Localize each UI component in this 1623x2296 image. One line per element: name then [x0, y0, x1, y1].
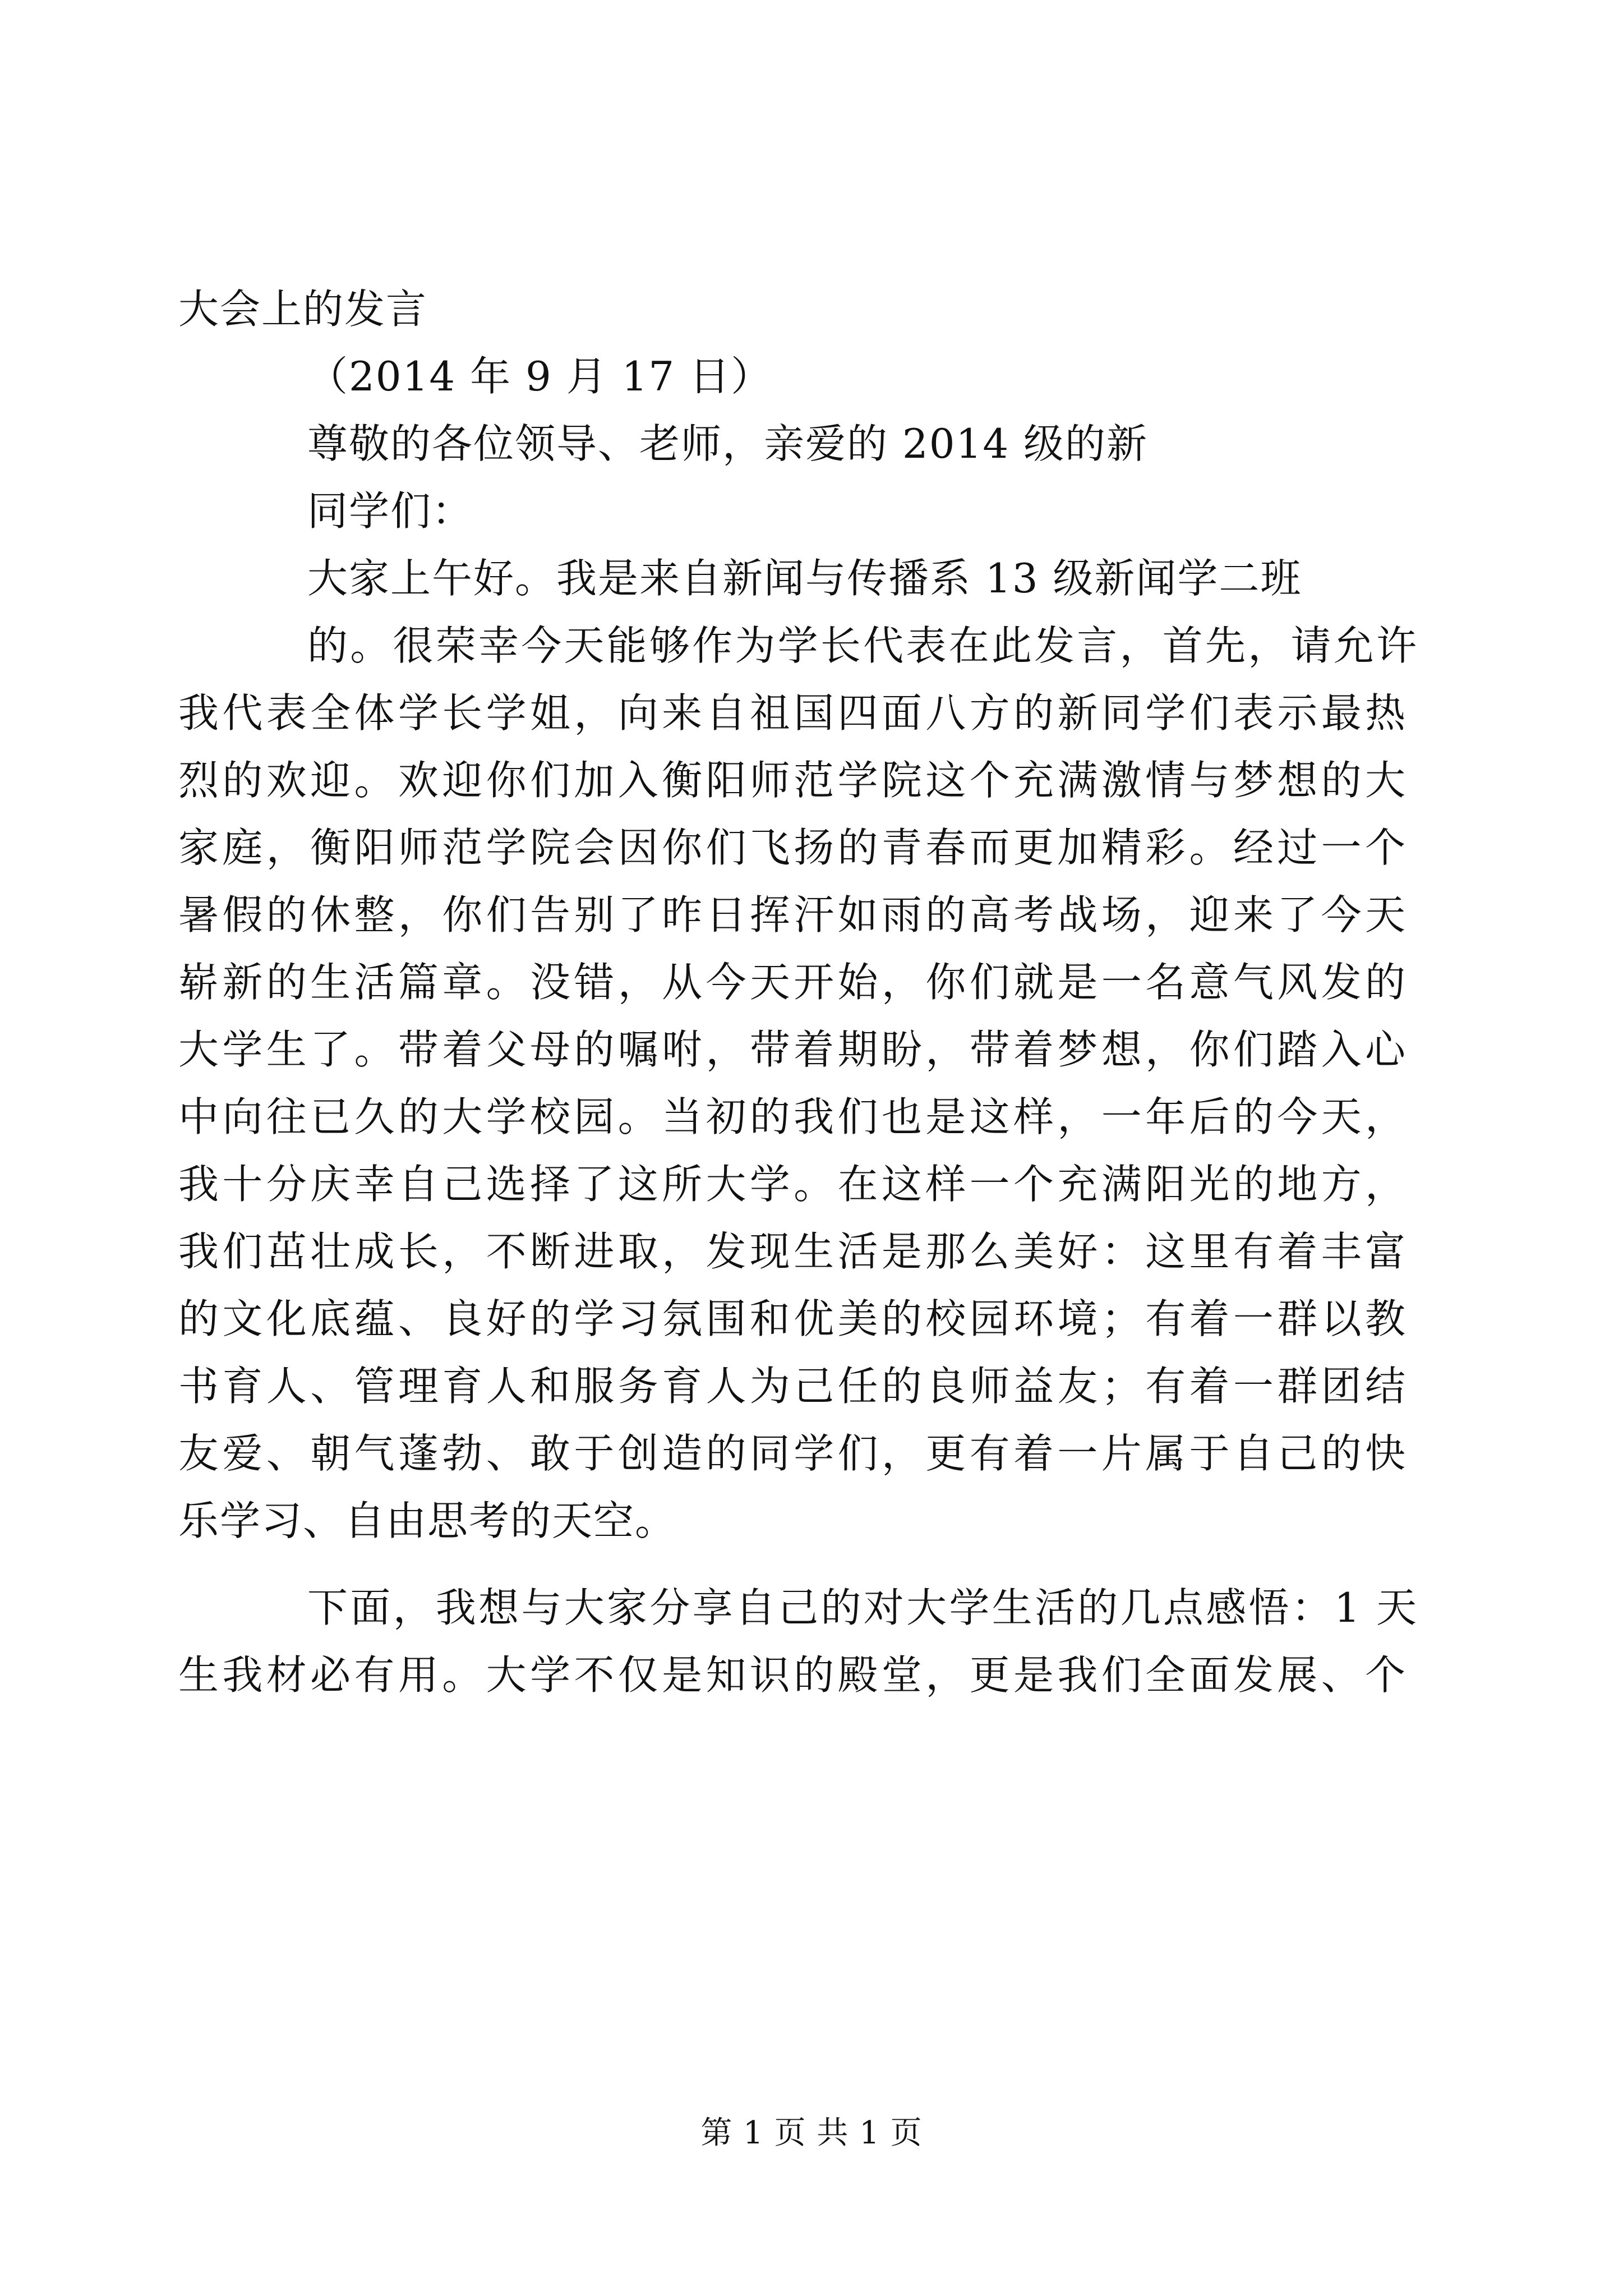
body-line: 我们茁壮成长，不断进取，发现生活是那么美好：这里有着丰富 — [178, 1228, 1407, 1275]
document-date: （2014 年 9 月 17 日） — [307, 353, 773, 400]
greeting-line: 大家上午好。我是来自新闻与传播系 13 级新闻学二班 — [307, 555, 1302, 602]
body-line: 中向往已久的大学校园。当初的我们也是这样，一年后的今天， — [178, 1093, 1407, 1140]
body-line: 友爱、朝气蓬勃、敢于创造的同学们，更有着一片属于自己的快 — [178, 1430, 1407, 1477]
body-line: 的。很荣幸今天能够作为学长代表在此发言，首先，请允许 — [307, 622, 1418, 669]
salutation-line-2: 同学们： — [307, 487, 474, 535]
body-line: 书育人、管理育人和服务育人为己任的良师益友；有着一群团结 — [178, 1363, 1407, 1410]
body-line: 我十分庆幸自己选择了这所大学。在这样一个充满阳光的地方， — [178, 1161, 1407, 1208]
salutation-line-1: 尊敬的各位领导、老师，亲爱的 2014 级的新 — [307, 420, 1149, 467]
body-line: 我代表全体学长学姐，向来自祖国四面八方的新同学们表示最热 — [178, 689, 1407, 737]
body-line: 乐学习、自由思考的天空。 — [178, 1497, 677, 1544]
paragraph-2-line: 下面，我想与大家分享自己的对大学生活的几点感悟：1 天 — [307, 1584, 1418, 1631]
document-title: 大会上的发言 — [178, 286, 428, 333]
paragraph-2-line: 生我材必有用。大学不仅是知识的殿堂，更是我们全面发展、个 — [178, 1651, 1407, 1699]
body-line: 的文化底蕴、良好的学习氛围和优美的校园环境；有着一群以教 — [178, 1295, 1407, 1342]
body-line: 崭新的生活篇章。没错，从今天开始，你们就是一名意气风发的 — [178, 959, 1407, 1006]
body-line: 烈的欢迎。欢迎你们加入衡阳师范学院这个充满激情与梦想的大 — [178, 757, 1407, 804]
body-line: 暑假的休整，你们告别了昨日挥汗如雨的高考战场，迎来了今天 — [178, 891, 1407, 938]
page-footer: 第 1 页 共 1 页 — [700, 2115, 923, 2151]
body-line: 大学生了。带着父母的嘱咐，带着期盼，带着梦想，你们踏入心 — [178, 1026, 1407, 1073]
body-line: 家庭，衡阳师范学院会因你们飞扬的青春而更加精彩。经过一个 — [178, 824, 1407, 871]
